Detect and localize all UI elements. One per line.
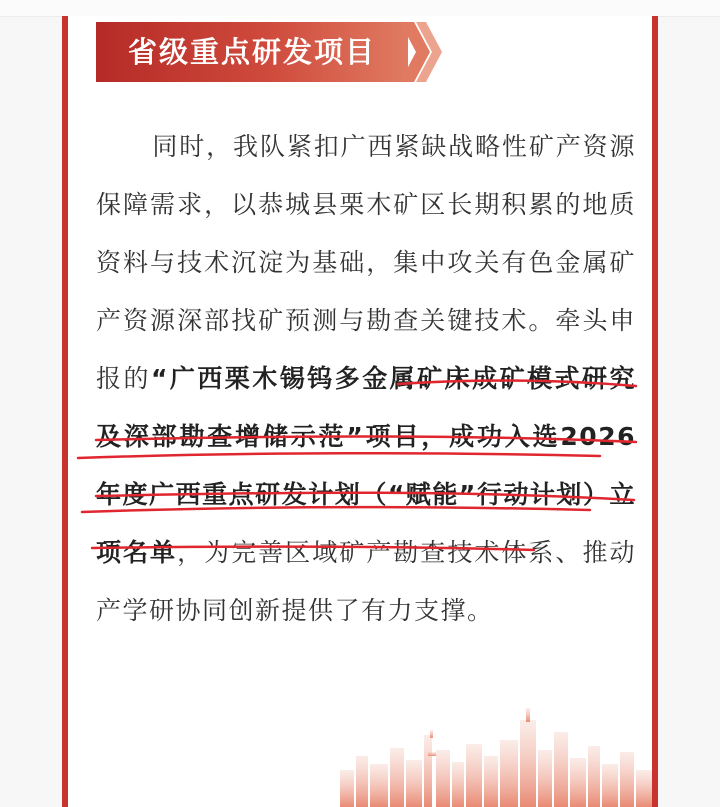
paragraph-text-before: 同时，我队紧扣广西紧缺战略性矿产资源保障需求，以恭城县栗木矿区长期积累的地质资料与技术沉淀为基础，集中攻关有色金属矿产资源深部找矿预测与勘查关键技术。牵头申报的 — [96, 132, 636, 393]
city-skyline-decoration — [340, 690, 652, 807]
top-divider — [0, 0, 720, 17]
article-paragraph — [96, 118, 636, 640]
banner-chevrons-icon — [400, 22, 450, 82]
section-title: 省级重点研发项目 — [127, 35, 376, 69]
paragraph-highlight: “广西栗木锡钨多金属矿床成矿模式研究及深部勘查增储示范”项目，成功入选2026年度广西重点研发计划（“赋能”行动计划）立项名单 — [96, 364, 636, 567]
paragraph-text-after: ，为完善区域矿产勘查技术体系、推动产学研协同创新提供了有力支撑。 — [96, 538, 636, 625]
section-banner — [96, 22, 408, 82]
